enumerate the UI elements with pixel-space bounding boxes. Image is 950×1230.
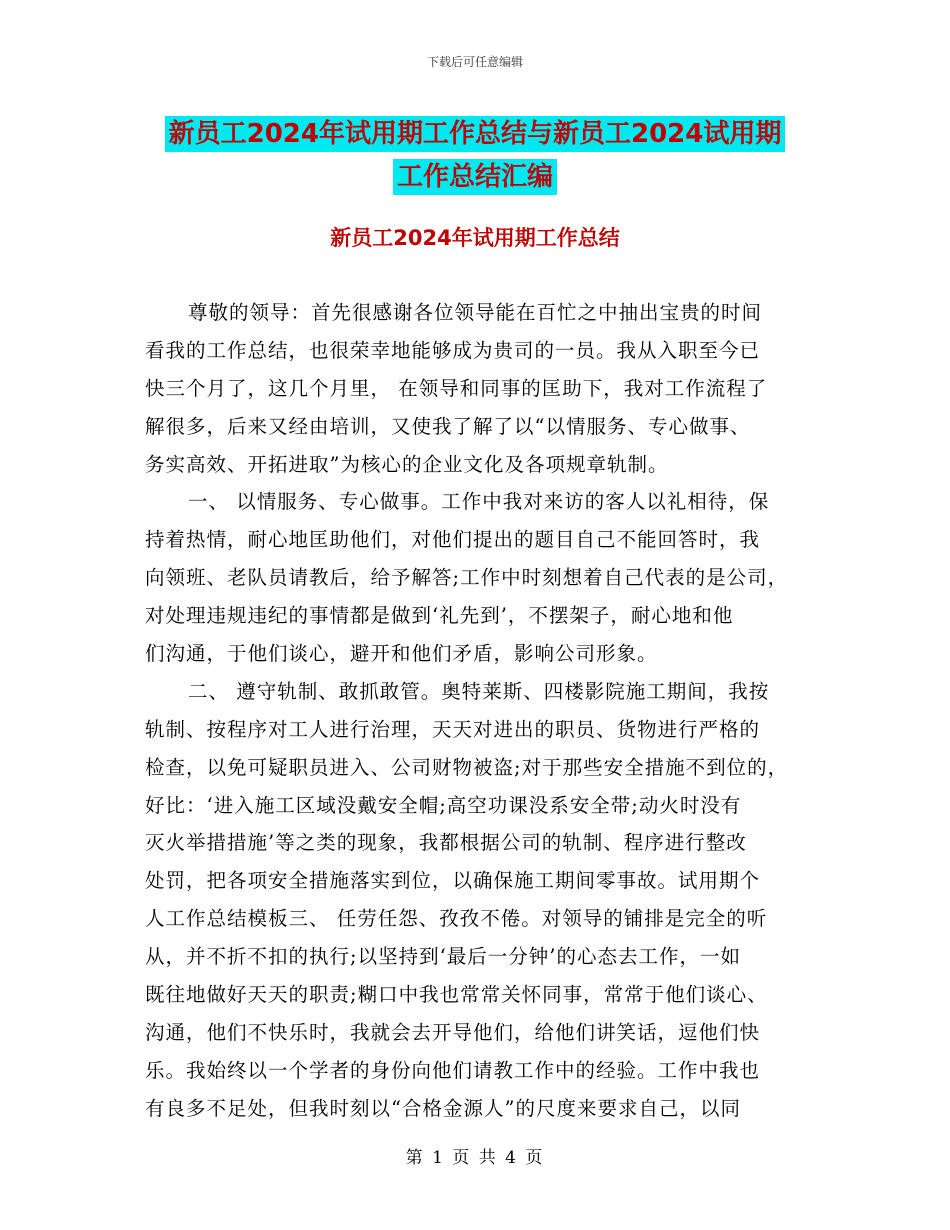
header-note: 下载后可任意编辑: [426, 55, 523, 69]
paragraph-line: 二、 遵守轨制、敢抓敢管。奥特莱斯、四楼影院施工期间，我按: [188, 679, 770, 703]
paragraph-line: 持着热情，耐心地匡助他们，对他们提出的题目自己不能回答时，我: [145, 528, 761, 552]
section-title: 新员工2024年试用期工作总结: [330, 226, 620, 250]
paragraph-line: 有良多不足处，但我时刻以“合格金源人”的尺度来要求自己，以同: [145, 1096, 741, 1120]
title-highlight-2: 工作总结汇编: [393, 159, 557, 195]
document-title-line-2: [0, 156, 950, 193]
paragraph-line: 解很多，后来又经由培训，又使我了解了以“以情服务、专心做事、: [145, 414, 751, 438]
paragraph-line: 一、 以情服务、专心做事。工作中我对来访的客人以礼相待，保: [188, 490, 770, 514]
paragraph-line: 乐。我始终以一个学者的身份向他们请教工作中的经验。工作中我也: [145, 1058, 761, 1082]
paragraph-line: 们沟通，于他们谈心，避开和他们矛盾，影响公司形象。: [145, 642, 658, 666]
paragraph-line: 既往地做好天天的职责;糊口中我也常常关怀同事，常常于他们谈心、: [145, 983, 768, 1007]
body-text: [145, 294, 813, 1128]
title-highlight-1: 新员工2024年试用期工作总结与新员工2024试用期: [165, 116, 786, 152]
paragraph-line: 沟通，他们不快乐时，我就会去开导他们，给他们讲笑话，逗他们快: [145, 1020, 761, 1044]
paragraph-line: 对处理违规违纪的事情都是做到‘礼先到’，不摆架子，耐心地和他: [145, 604, 734, 628]
paragraph-line: 人工作总结模板三、 任劳任怨、孜孜不倦。对领导的铺排是完全的听: [145, 907, 768, 931]
paragraph-line: 轨制、按程序对工人进行治理，天天对进出的职员、货物进行严格的: [145, 717, 761, 741]
paragraph-line: 灭火举措措施’等之类的现象，我都根据公司的轨制、程序进行整改: [145, 831, 747, 855]
paragraph-line: 好比：‘进入施工区域没戴安全帽;高空功课没系安全带;动火时没有: [145, 793, 742, 817]
page-footer: 第 1 页 共 4 页: [405, 1148, 545, 1168]
document-title-line-1: [0, 113, 950, 150]
paragraph-line: 看我的工作总结，也很荣幸地能够成为贵司的一员。我从入职至今已: [145, 338, 761, 362]
paragraph-line: 向领班、老队员请教后，给予解答;工作中时刻想着自己代表的是公司，: [145, 566, 789, 590]
paragraph-line: 处罚，把各项安全措施落实到位，以确保施工期间零事故。试用期个: [145, 869, 761, 893]
paragraph-line: 务实高效、开拓进取”为核心的企业文化及各项规章轨制。: [145, 452, 669, 476]
paragraph-line: 快三个月了，这几个月里， 在领导和同事的匡助下，我对工作流程了: [145, 376, 768, 400]
paragraph-line: 从，并不折不扣的执行;以坚持到‘最后一分钟’的心态去工作，一如: [145, 945, 741, 969]
paragraph-line: 检查，以免可疑职员进入、公司财物被盗;对于那些安全措施不到位的，: [145, 755, 789, 779]
paragraph-line: 尊敬的领导：首先很感谢各位领导能在百忙之中抽出宝贵的时间: [188, 301, 763, 324]
